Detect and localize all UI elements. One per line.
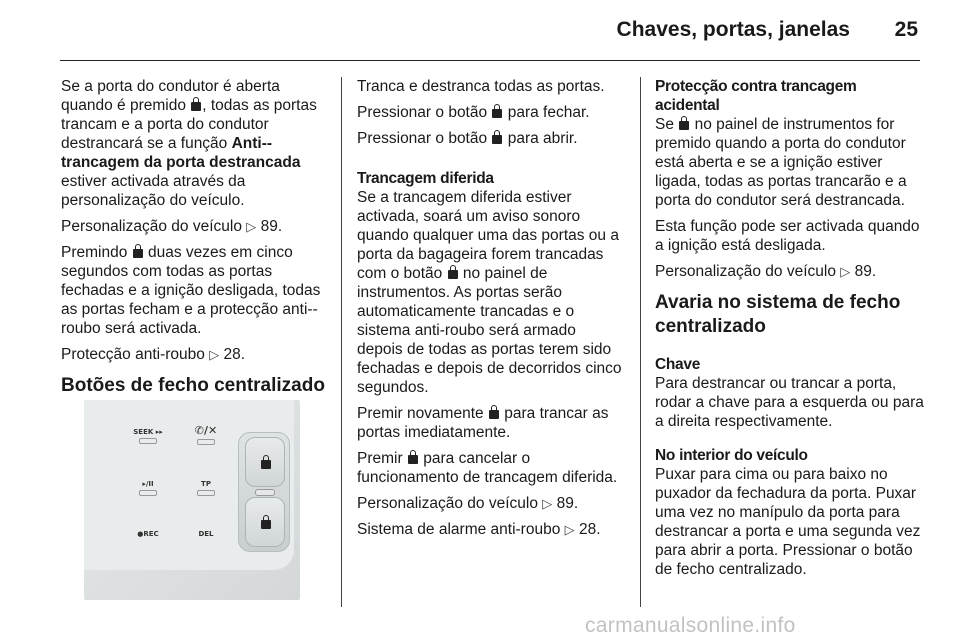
column-3 <box>655 77 925 586</box>
section-heading: Botões de fecho centralizado <box>61 375 325 396</box>
column-1 <box>61 77 331 414</box>
paragraph: Pressionar o botão para abrir. <box>357 130 578 147</box>
paragraph: Pressionar o botão para fechar. <box>357 104 590 121</box>
unlock-icon <box>261 460 271 469</box>
page-header <box>60 0 920 61</box>
paragraph: Se a trancagem diferida estiver activada, soará um aviso sonoro quando qualquer uma das portas ou a porta da bagageira forem trancadas com o botão no painel de instrumentos. As portas serão automaticamente trancadas e o sistema anti-roubo será armado depois de todas as portas terem sido fechadas e depois de decorridos cinco segundos. <box>357 189 622 396</box>
page-reference-icon: ▷ <box>542 496 553 511</box>
tp-button: TP <box>186 480 226 496</box>
page-reference-icon: ▷ <box>209 347 220 362</box>
lock-indicator <box>255 489 275 496</box>
lock-icon <box>679 121 689 130</box>
column-divider <box>341 77 342 607</box>
paragraph: Para destrancar ou trancar a porta, rodar a chave para a esquerda ou para a direita respectivamente. <box>655 375 924 430</box>
paragraph: Personalização do veículo ▷ 89. <box>655 263 877 280</box>
del-button: DEL <box>198 530 214 538</box>
spacer <box>655 438 925 446</box>
column-divider <box>640 77 641 607</box>
subheading: Protecção contra trancagem acidental <box>655 78 857 114</box>
lock-icon <box>489 410 499 419</box>
column-2 <box>357 77 625 546</box>
lock-button <box>245 497 285 547</box>
subheading: Chave <box>655 356 701 373</box>
seek-button: SEEK ▸▸ <box>128 428 168 444</box>
unlock-button <box>245 437 285 487</box>
paragraph: Personalização do veículo ▷ 89. <box>357 495 579 512</box>
paragraph: Tranca e destranca todas as portas. <box>357 78 605 95</box>
lock-icon <box>261 520 271 529</box>
page-reference-icon: ▷ <box>246 219 257 234</box>
phone-button: ✆/✕ <box>186 424 226 445</box>
paragraph: Sistema de alarme anti-roubo ▷ 28. <box>357 521 601 538</box>
page-title: Chaves, portas, janelas <box>616 18 850 41</box>
lock-icon <box>448 270 458 279</box>
paragraph: Se a porta do condutor é aberta quando é premido , todas as portas trancam e a porta do condutor destrancará se a função Anti--trancagem da porta destrancada estiver activada através da personalização do veículo. <box>61 78 317 209</box>
paragraph: Personalização do veículo ▷ 89. <box>61 218 283 235</box>
lock-button-group <box>238 432 290 552</box>
paragraph: Premir para cancelar o funcionamento de trancagem diferida. <box>357 450 618 486</box>
central-locking-panel-image <box>84 400 300 600</box>
paragraph: Esta função pode ser activada quando a ignição está desligada. <box>655 218 920 254</box>
unlock-icon <box>408 455 418 464</box>
lock-icon <box>133 249 143 258</box>
lock-icon <box>492 109 502 118</box>
rec-button: ●REC <box>137 530 159 538</box>
play-pause-button: ▸/II <box>128 480 168 496</box>
subheading: Trancagem diferida <box>357 170 494 187</box>
paragraph: Se no painel de instrumentos for premido quando a porta do condutor está aberta e se a ignição estiver ligada, todas as portas trancarão e a porta do condutor será destrancada. <box>655 116 907 209</box>
paragraph: Premir novamente para trancar as portas imediatamente. <box>357 405 609 441</box>
subheading: No interior do veículo <box>655 447 808 464</box>
unlock-icon <box>492 135 502 144</box>
paragraph: Protecção anti-roubo ▷ 28. <box>61 346 246 363</box>
paragraph: Puxar para cima ou para baixo no puxador da fechadura da porta. Puxar uma vez no manípulo da porta para destrancar a porta e uma segunda vez para abrir a porta. Pressionar o botão de fecho centralizado. <box>655 466 921 578</box>
section-heading: Avaria no sistema de fecho centralizado <box>655 292 901 337</box>
page-number: 25 <box>894 18 918 41</box>
paragraph: Premindo duas vezes em cinco segundos com todas as portas fechadas e a ignição desligada, todas as portas fecham e a protecção anti--roubo será activada. <box>61 244 321 337</box>
unlock-icon <box>191 102 201 111</box>
watermark: carmanualsonline.info <box>585 614 796 637</box>
page-reference-icon: ▷ <box>564 522 575 537</box>
spacer <box>357 155 625 169</box>
page-reference-icon: ▷ <box>840 264 851 279</box>
